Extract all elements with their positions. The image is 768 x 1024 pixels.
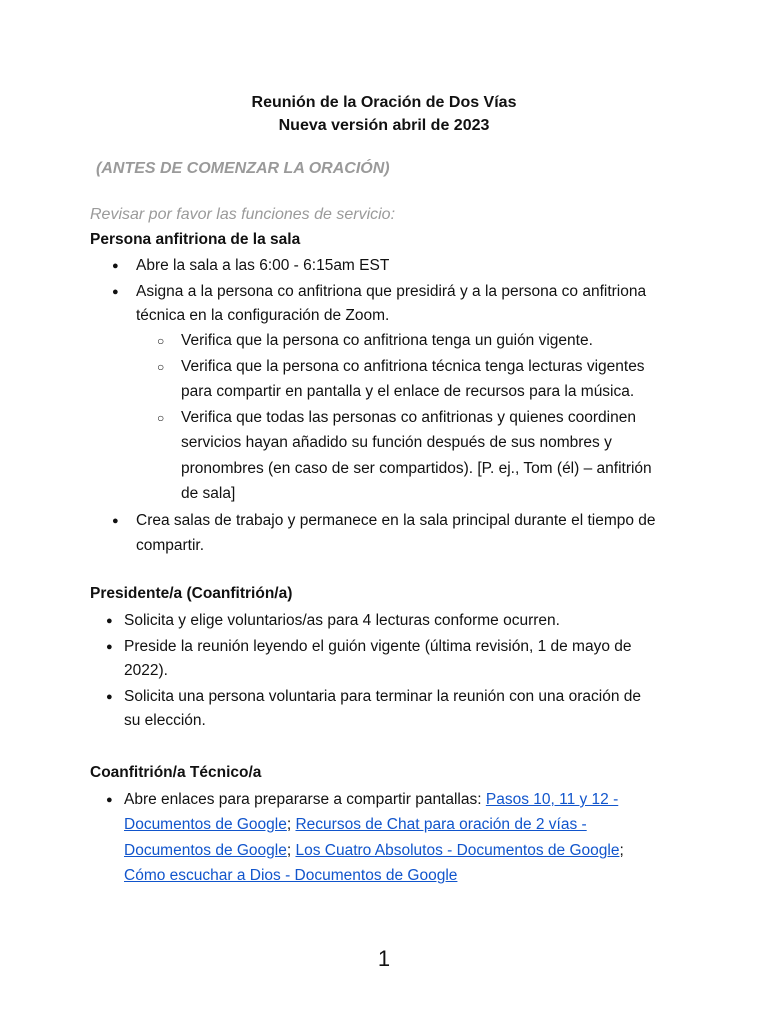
list-item: Asigna a la persona co anfitriona que presidirá y a la persona co anfitriona bbox=[136, 283, 647, 300]
list-item: Solicita y elige voluntarios/as para 4 lecturas conforme ocurren. bbox=[124, 612, 560, 629]
list-item-continuation bbox=[124, 815, 587, 835]
section-heading-host: Persona anfitriona de la sala bbox=[90, 231, 301, 248]
separator: ; bbox=[286, 816, 292, 833]
sub-list-item-continuation: de sala] bbox=[181, 485, 236, 502]
link-recursos-chat-continuation[interactable]: Documentos de Google bbox=[124, 842, 287, 859]
list-item-continuation bbox=[124, 841, 624, 861]
link-pasos[interactable]: Pasos 10, 11 y 12 - bbox=[485, 791, 619, 808]
list-item-continuation: 2022). bbox=[124, 662, 168, 679]
list-item-continuation: técnica en la configuración de Zoom. bbox=[136, 307, 390, 324]
bullet-dot-icon: ● bbox=[106, 691, 113, 703]
separator: ; bbox=[286, 842, 292, 859]
bullet-dot-icon: ● bbox=[106, 615, 113, 627]
sub-list-item: Verifica que la persona co anfitriona técnica tenga lecturas vigentes bbox=[181, 358, 645, 375]
sub-list-item-continuation: servicios hayan añadido su función después de sus nombres y bbox=[181, 434, 612, 451]
list-item-continuation: compartir. bbox=[136, 537, 205, 554]
list-item-continuation: su elección. bbox=[124, 712, 206, 729]
intro-review: Revisar por favor las funciones de servicio: bbox=[90, 206, 396, 223]
link-escuchar-dios[interactable]: Cómo escuchar a Dios - Documentos de Google bbox=[124, 867, 458, 884]
section-heading-tech: Coanfitrión/a Técnico/a bbox=[90, 764, 262, 781]
bullet-dot-icon: ● bbox=[106, 794, 113, 806]
circle-outline-icon: ○ bbox=[157, 360, 165, 374]
section-heading-president: Presidente/a (Coanfitrión/a) bbox=[90, 585, 293, 602]
bullet-dot-icon: ● bbox=[112, 515, 119, 527]
list-item-text: Abre enlaces para prepararse a compartir pantallas: bbox=[124, 791, 486, 808]
link-pasos-continuation[interactable]: Documentos de Google bbox=[124, 816, 287, 833]
list-item: Abre la sala a las 6:00 - 6:15am EST bbox=[136, 257, 390, 274]
circle-outline-icon: ○ bbox=[157, 411, 165, 425]
circle-outline-icon: ○ bbox=[157, 334, 165, 348]
list-item-continuation bbox=[124, 866, 457, 886]
document-title: Reunión de la Oración de Dos Vías bbox=[251, 94, 517, 111]
sub-list-item: Verifica que todas las personas co anfitrionas y quienes coordinen bbox=[181, 409, 636, 426]
list-item: Preside la reunión leyendo el guión vigente (última revisión, 1 de mayo de bbox=[124, 638, 632, 655]
sub-list-item-continuation: para compartir en pantalla y el enlace de recursos para la música. bbox=[181, 383, 635, 400]
sub-list-item-continuation: pronombres (en caso de ser compartidos). [P. ej., Tom (él) – anfitrión bbox=[181, 460, 652, 477]
link-cuatro-absolutos[interactable]: Los Cuatro Absolutos - Documentos de Google bbox=[295, 842, 620, 859]
separator: ; bbox=[619, 842, 624, 859]
document-subtitle: Nueva versión abril de 2023 bbox=[278, 117, 490, 134]
link-recursos-chat[interactable]: Recursos de Chat para oración de 2 vías - bbox=[295, 816, 587, 833]
bullet-dot-icon: ● bbox=[106, 641, 113, 653]
list-item: Solicita una persona voluntaria para terminar la reunión con una oración de bbox=[124, 688, 641, 705]
intro-note: (ANTES DE COMENZAR LA ORACIÓN) bbox=[96, 160, 390, 177]
list-item bbox=[124, 790, 618, 810]
bullet-dot-icon: ● bbox=[112, 260, 119, 272]
page-number: 1 bbox=[377, 946, 391, 971]
bullet-dot-icon: ● bbox=[112, 286, 119, 298]
list-item: Crea salas de trabajo y permanece en la sala principal durante el tiempo de bbox=[136, 512, 656, 529]
sub-list-item: Verifica que la persona co anfitriona tenga un guión vigente. bbox=[181, 332, 593, 349]
